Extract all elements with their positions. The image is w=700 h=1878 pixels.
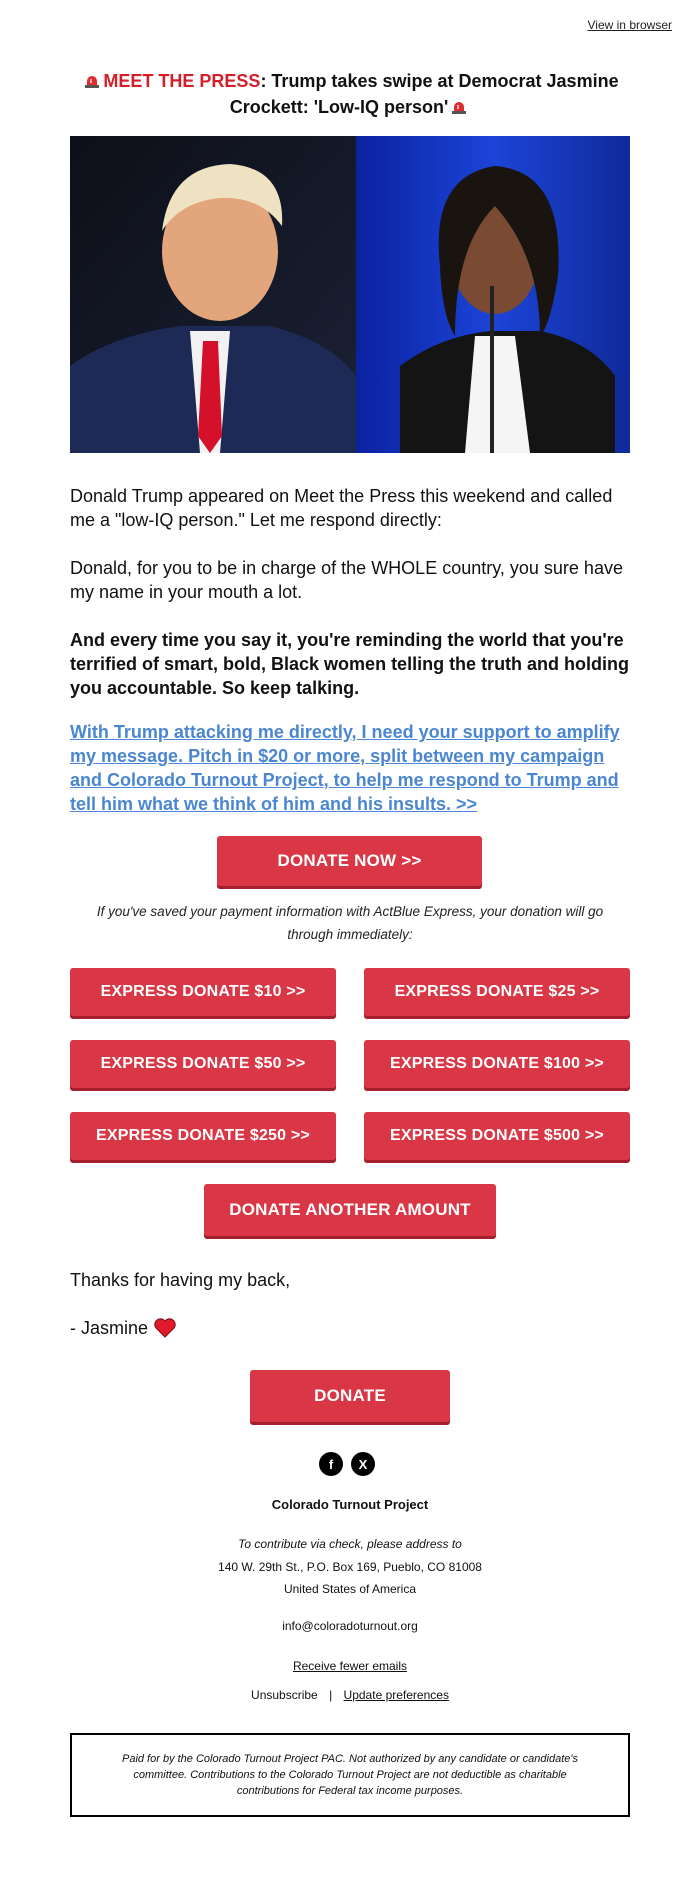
heart-icon [154, 1318, 176, 1338]
signature [70, 1316, 630, 1340]
donation-appeal-link[interactable]: With Trump attacking me directly, I need your support to amplify my message. Pitch in $20 or more, split between my campaign and Colorado Turnout Project, to help me respond to Trump and tell him what we think of him and his insults. >> [70, 722, 620, 814]
express-donate-10-button[interactable]: EXPRESS DONATE $10 >> [70, 968, 336, 1016]
receive-fewer-emails-link[interactable]: Receive fewer emails [292, 1659, 408, 1673]
facebook-icon[interactable]: f [319, 1452, 343, 1476]
donate-another-amount-button[interactable]: DONATE ANOTHER AMOUNT [204, 1184, 496, 1236]
express-donate-500-button[interactable]: EXPRESS DONATE $500 >> [364, 1112, 630, 1160]
x-icon[interactable]: X [351, 1452, 375, 1476]
view-in-browser-link[interactable]: View in browser [587, 18, 672, 32]
express-donate-100-button[interactable]: EXPRESS DONATE $100 >> [364, 1040, 630, 1088]
body-paragraph-link [70, 720, 630, 816]
headline [60, 68, 640, 120]
social-links [319, 1452, 375, 1476]
express-donate-250-button[interactable]: EXPRESS DONATE $250 >> [70, 1112, 336, 1160]
footer-separator: | [329, 1688, 333, 1702]
footer-country: United States of America [283, 1582, 417, 1596]
signature-name: - Jasmine [70, 1318, 149, 1338]
closing-thanks: Thanks for having my back, [70, 1270, 291, 1290]
body-paragraph-2: Donald, for you to be in charge of the WHOLE country, you sure have my name in your mouth a lot. [70, 558, 623, 602]
siren-icon [451, 100, 467, 114]
donate-now-button[interactable]: DONATE NOW >> [217, 836, 482, 886]
siren-icon [84, 74, 100, 88]
footer-address: 140 W. 29th St., P.O. Box 169, Pueblo, CO 81008 [218, 1560, 482, 1574]
footer-check-note: To contribute via check, please address to [238, 1537, 462, 1551]
body-paragraph-1: Donald Trump appeared on Meet the Press this weekend and called me a "low-IQ person." Let me respond directly: [70, 486, 613, 530]
footer-email[interactable]: info@coloradoturnout.org [282, 1619, 418, 1633]
express-note: If you've saved your payment information with ActBlue Express, your donation will go through immediately: [96, 904, 604, 942]
hero-photo-illustration [70, 136, 630, 453]
headline-prefix: MEET THE PRESS [103, 71, 261, 91]
disclaimer-box [70, 1733, 630, 1817]
body-paragraph-bold: And every time you say it, you're reminding the world that you're terrified of smart, bold, Black women telling the truth and holding you accountable. So keep talking. [70, 630, 630, 698]
headline-text: : Trump takes swipe at Democrat Jasmine Crockett: 'Low-IQ person' [229, 71, 619, 117]
update-preferences-link[interactable]: Update preferences [343, 1688, 449, 1702]
footer-links [70, 1688, 630, 1702]
express-donate-50-button[interactable]: EXPRESS DONATE $50 >> [70, 1040, 336, 1088]
footer-org-name: Colorado Turnout Project [271, 1497, 429, 1512]
unsubscribe-link[interactable]: Unsubscribe [251, 1688, 318, 1702]
express-donate-25-button[interactable]: EXPRESS DONATE $25 >> [364, 968, 630, 1016]
disclaimer-text: Paid for by the Colorado Turnout Project PAC. Not authorized by any candidate or candidate's committee. Contributions to the Colorado Turnout Project are not deductible as charitable contributions for Federal tax income purposes. [121, 1753, 578, 1797]
hero-image [70, 136, 630, 453]
topbar [588, 18, 672, 32]
donate-button[interactable]: DONATE [250, 1370, 450, 1422]
